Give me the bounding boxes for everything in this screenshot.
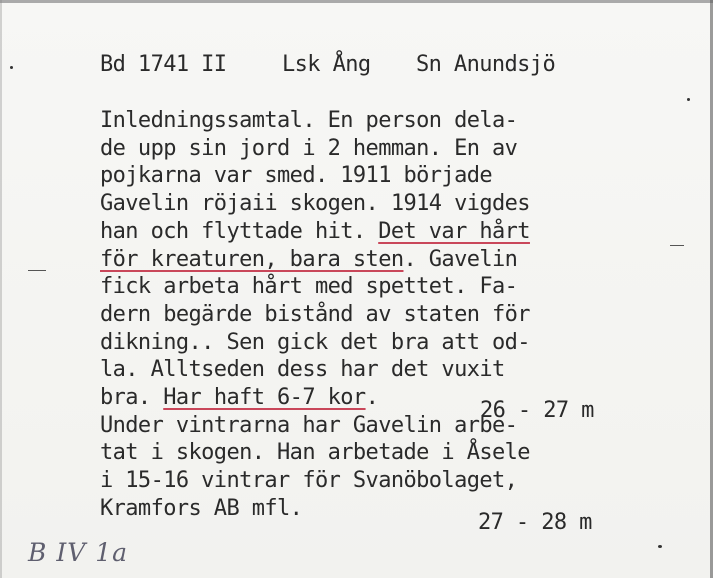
parish-label: Sn Anundsjö: [416, 52, 556, 77]
volume-number: Bd 1741 II: [100, 52, 227, 77]
card-header: [100, 52, 620, 82]
line-text: i 15-16 vintrar för Svanöbolaget,: [100, 468, 518, 494]
transcript-line: [100, 219, 620, 245]
pencil-annotation: B IV 1a: [28, 538, 129, 567]
transcript-line: [100, 108, 620, 134]
margin-mark: [28, 270, 46, 271]
line-text: pojkarna var smed. 1911 började: [100, 163, 492, 189]
transcript-line: [100, 330, 620, 356]
line-text: la. Alltseden dess har det vuxit: [100, 357, 505, 383]
measurement-2: 27 - 28 m: [478, 510, 592, 535]
transcript-line: [100, 440, 620, 466]
underlined-passage: Har haft 6-7 kor: [163, 385, 366, 410]
margin-mark: [670, 245, 684, 246]
transcript-line: [100, 163, 620, 189]
underlined-passage: Det var hårt: [378, 218, 530, 244]
line-text: .: [365, 385, 379, 410]
transcript-line: [100, 274, 620, 300]
ink-speck: [10, 66, 13, 69]
ink-speck: [687, 98, 690, 101]
measurement-1: 26 - 27 m: [480, 398, 594, 423]
transcript-line: [100, 302, 620, 328]
transcript-line: [100, 191, 620, 217]
card-top-edge: [0, 0, 713, 3]
line-text: Inledningssamtal. En person dela-: [100, 108, 518, 133]
line-text: Under vintrarna har Gavelin arbe-: [100, 412, 518, 438]
transcript-line: [100, 247, 620, 273]
line-text: dern begärde bistånd av staten för: [100, 301, 530, 327]
underlined-passage: för kreaturen, bara sten: [100, 246, 404, 272]
line-text: de upp sin jord i 2 hemman. En av: [100, 135, 518, 161]
line-text: . Gavelin: [403, 246, 518, 272]
line-text: fick arbeta hårt med spettet. Fa-: [100, 274, 518, 300]
province-label: Lsk Ång: [282, 52, 371, 77]
transcript-line: [100, 468, 620, 494]
line-text: Gavelin röjaii skogen. 1914 vigdes: [100, 191, 530, 217]
line-text: han och flyttade hit.: [100, 218, 379, 244]
line-text: dikning.. Sen gick det bra att od-: [100, 329, 530, 355]
ink-speck: [658, 545, 662, 548]
transcript-line: [100, 357, 620, 383]
line-text: bra.: [100, 385, 164, 410]
card-left-edge: [0, 0, 2, 578]
transcript-line: [100, 136, 620, 162]
line-text: Kramfors AB mfl.: [100, 495, 303, 521]
line-text: tat i skogen. Han arbetade i Åsele: [100, 440, 530, 466]
